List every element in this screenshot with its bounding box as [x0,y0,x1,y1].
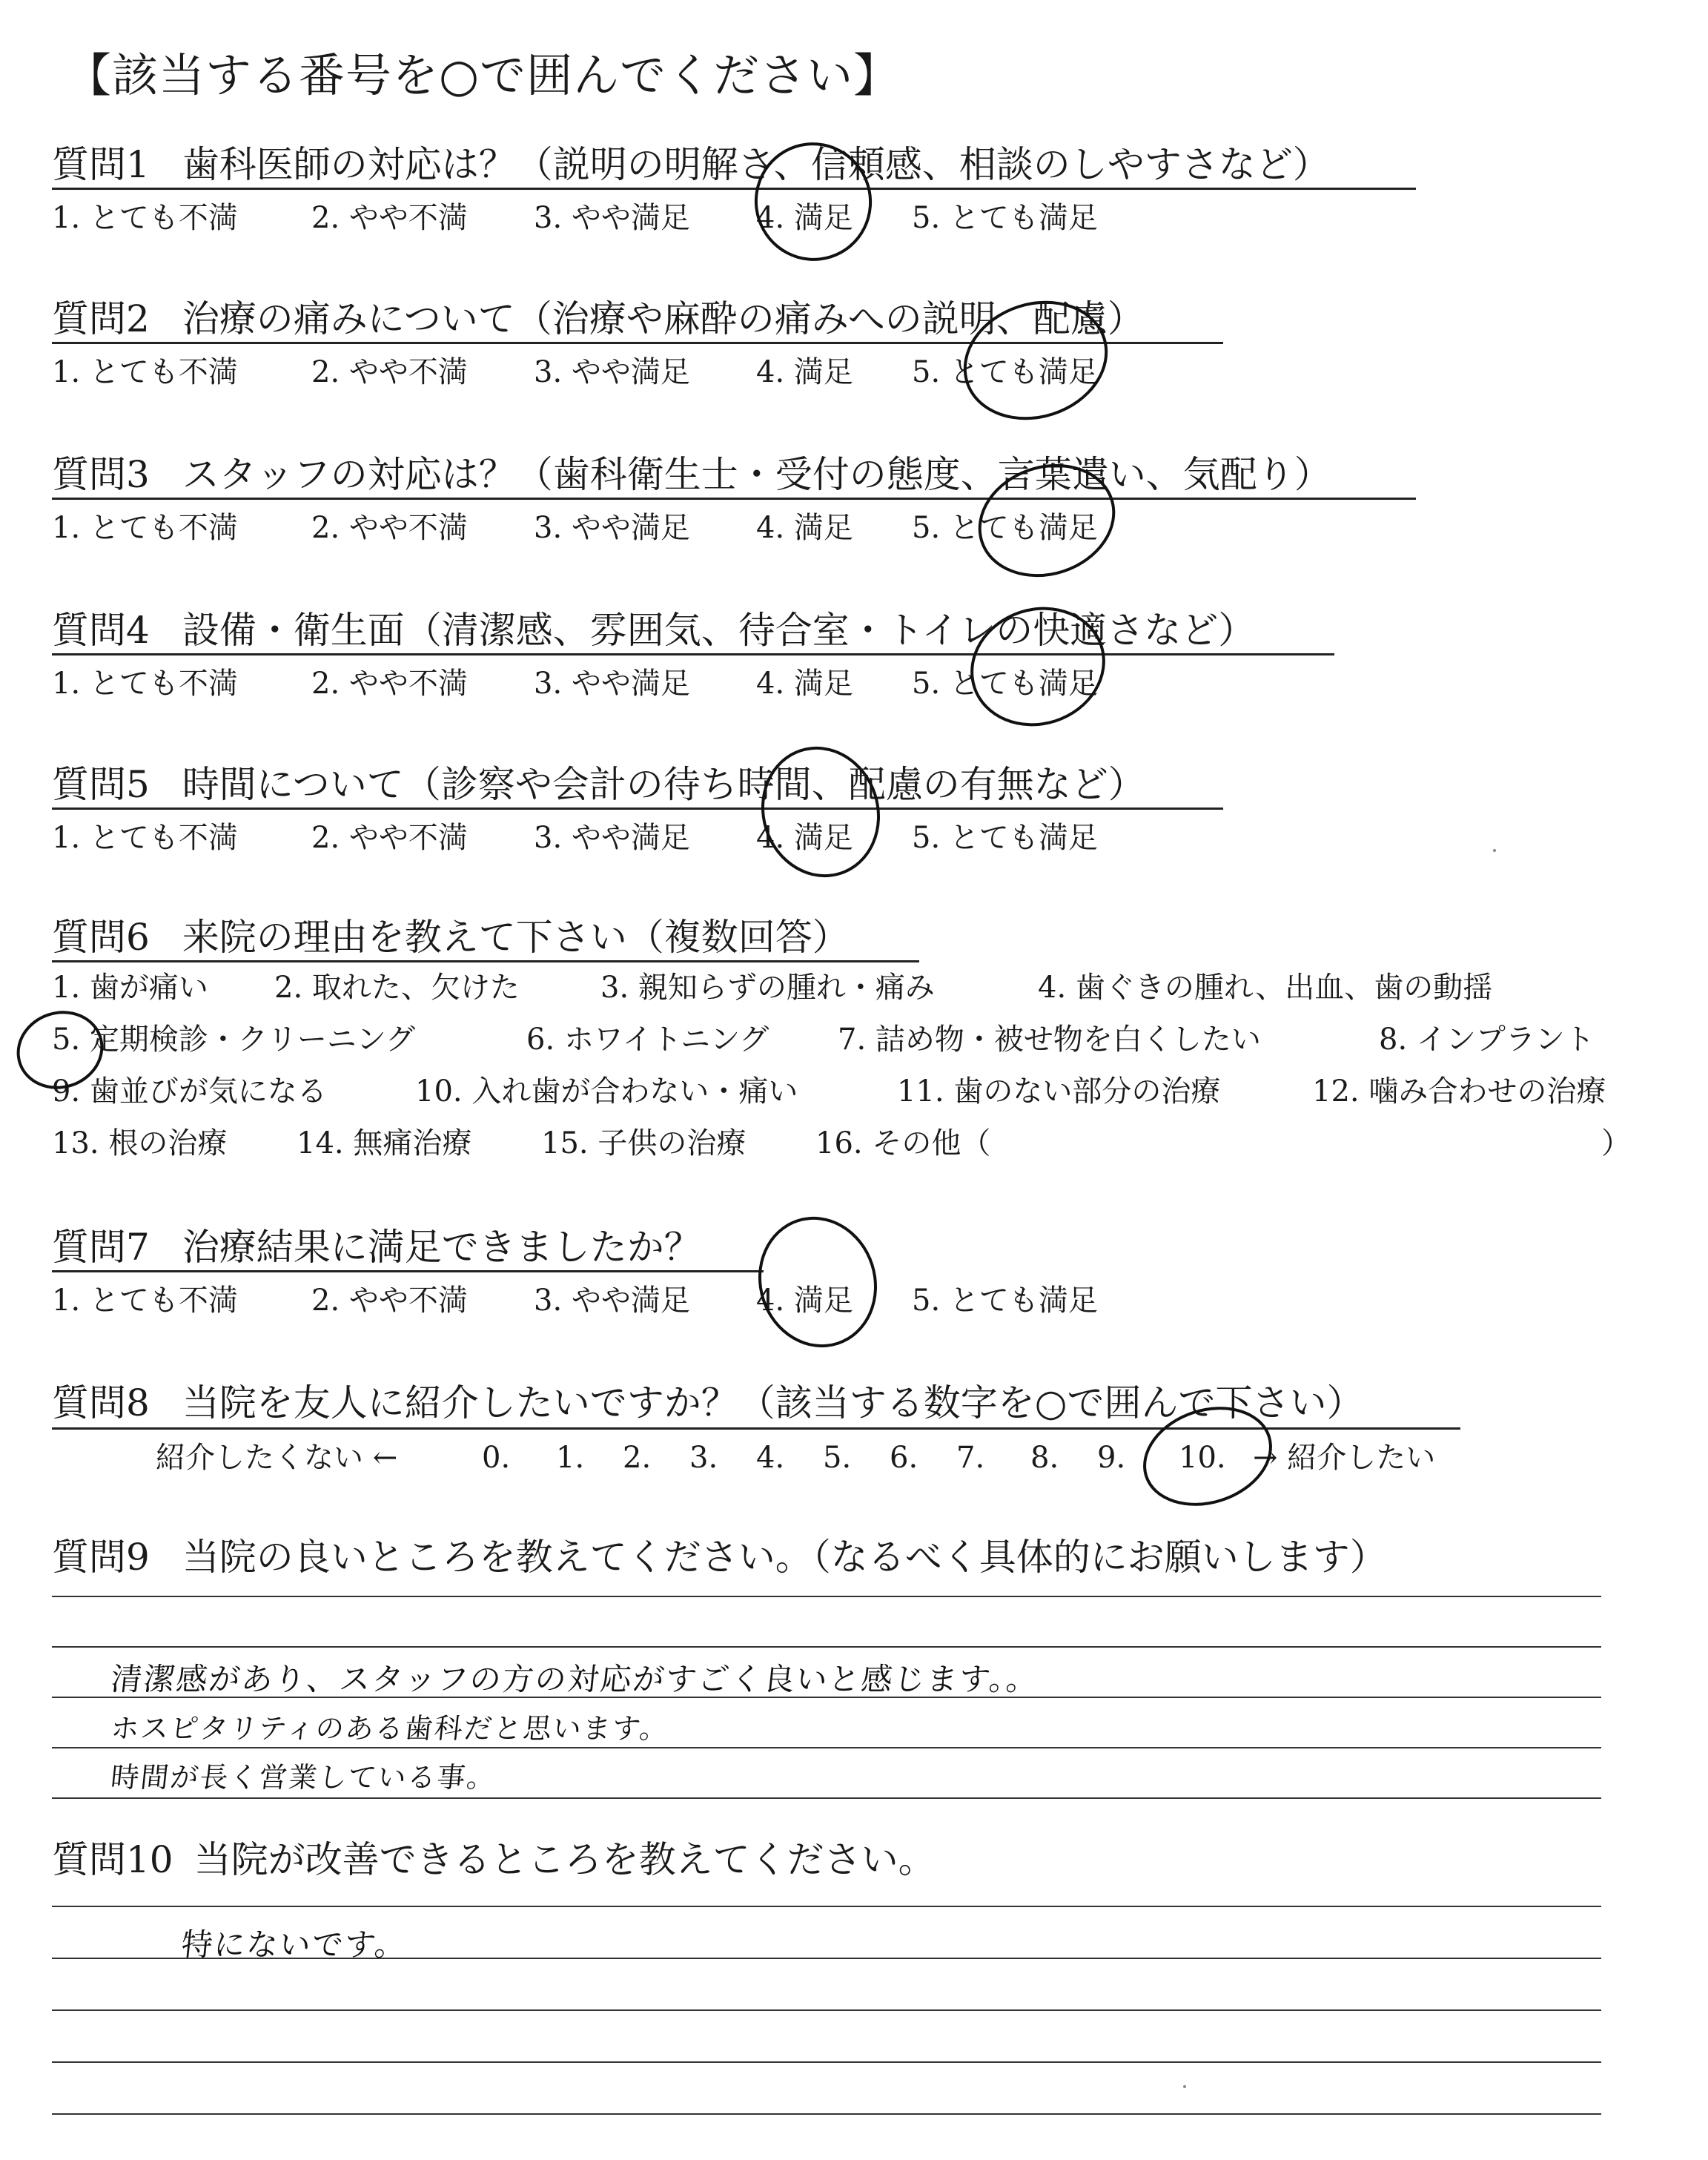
scale-option-10[interactable]: 10. [1179,1441,1226,1475]
option-2[interactable]: 2. やや不満 [311,1284,468,1318]
page-title: 【該当する番号を○で囲んでください】 [65,48,901,102]
option-2[interactable]: 2. やや不満 [311,821,468,855]
reason-option[interactable]: 13. 根の治療 [52,1126,228,1160]
question-text: 来院の理由を教えて下さい（複数回答） [182,916,850,959]
answer-line [52,1596,1601,1597]
scan-speck [1183,2085,1186,2088]
question-7-heading [52,1223,701,1271]
question-text: 当院を友人に紹介したいですか？（該当する数字を○で囲んで下さい） [182,1381,1364,1424]
question-number: 質問5 [52,763,150,806]
question-3-heading [52,451,1331,498]
option-5[interactable]: 5. とても満足 [912,511,1098,545]
option-4[interactable]: 4. 満足 [756,821,853,855]
option-2[interactable]: 2. やや不満 [311,667,468,701]
other-close-paren: ） [1601,1126,1631,1160]
question-text: 時間について（診察や会計の待ち時間、配慮の有無など） [182,763,1145,806]
option-1[interactable]: 1. とても不満 [52,667,238,701]
answer-line [52,1797,1601,1799]
question-text: 当院の良いところを教えてください。（なるべく具体的にお願いします） [182,1536,1387,1579]
question-underline [52,1270,764,1272]
question-1-options [52,199,1238,237]
scale-right-label: → 紹介したい [1253,1441,1436,1475]
question-number: 質問10 [52,1838,173,1881]
answer-line [52,1646,1601,1648]
handwritten-answer: 特にないです。 [179,1926,409,1963]
question-5-heading [52,761,1145,808]
option-5[interactable]: 5. とても満足 [912,355,1098,389]
handwritten-selection-circle [744,731,896,893]
scale-option-8[interactable]: 8. [1030,1441,1059,1475]
scale-option-2[interactable]: 2. [623,1441,652,1475]
option-1[interactable]: 1. とても不満 [52,1284,238,1318]
option-1[interactable]: 1. とても不満 [52,511,238,545]
option-1[interactable]: 1. とても不満 [52,355,238,389]
reason-option[interactable]: 12. 噛み合わせの治療 [1312,1074,1606,1109]
reason-option[interactable]: 6. ホワイトニング [526,1023,769,1057]
answer-line [52,2061,1601,2063]
question-number: 質問3 [52,453,150,496]
handwritten-answer: ホスピタリティのある歯科だと思います。 [109,1712,672,1745]
answer-line [52,1906,1601,1907]
question-text: 当院が改善できるところを教えてください。 [193,1838,936,1881]
question-number: 質問2 [52,297,150,340]
question-number: 質問8 [52,1381,150,1424]
option-3[interactable]: 3. やや満足 [534,355,690,389]
question-7-options [52,1281,1238,1320]
handwritten-answer: 清潔感があり、スタッフの方の対応がすごく良いと感じます。。 [109,1661,1041,1697]
handwritten-answer: 時間が長く営業している事。 [109,1761,498,1794]
question-6-heading [52,914,850,961]
reason-option[interactable]: 7. 詰め物・被せ物を白くしたい [838,1023,1261,1057]
question-text: 治療結果に満足できましたか？ [182,1226,701,1269]
question-underline [52,960,919,962]
question-number: 質問4 [52,609,150,652]
reason-option[interactable]: 8. インプラント [1379,1023,1595,1057]
option-3[interactable]: 3. やや満足 [534,201,690,235]
reason-option[interactable]: 4. 歯ぐきの腫れ、出血、歯の動揺 [1038,971,1493,1005]
scale-option-3[interactable]: 3. [689,1441,718,1475]
option-4[interactable]: 4. 満足 [756,511,853,545]
option-3[interactable]: 3. やや満足 [534,821,690,855]
option-5[interactable]: 5. とても満足 [912,201,1098,235]
option-5[interactable]: 5. とても満足 [912,1284,1098,1318]
question-number: 質問7 [52,1226,150,1269]
handwritten-selection-circle [741,1201,893,1363]
question-text: 設備・衛生面（清潔感、雰囲気、待合室・トイレの快適さなど） [182,609,1256,652]
option-3[interactable]: 3. やや満足 [534,511,690,545]
question-number: 質問9 [52,1536,150,1579]
option-5[interactable]: 5. とても満足 [912,821,1098,855]
option-5[interactable]: 5. とても満足 [912,667,1098,701]
recommend-scale [52,1439,1535,1477]
option-2[interactable]: 2. やや不満 [311,511,468,545]
option-3[interactable]: 3. やや満足 [534,667,690,701]
question-number: 質問1 [52,143,150,186]
question-underline [52,653,1334,655]
question-text: 治療の痛みについて（治療や麻酔の痛みへの説明、配慮） [182,297,1145,340]
reason-option[interactable]: 1. 歯が痛い [52,971,208,1005]
option-2[interactable]: 2. やや不満 [311,201,468,235]
question-8-heading [52,1379,1363,1427]
option-1[interactable]: 1. とても不満 [52,821,238,855]
scale-left-label: 紹介したくない ← [156,1441,398,1475]
scale-option-4[interactable]: 4. [756,1441,785,1475]
option-4[interactable]: 4. 満足 [756,667,853,701]
option-4[interactable]: 4. 満足 [756,201,853,235]
question-underline [52,498,1416,500]
question-text: 歯科医師の対応は？（説明の明解さ、信頼感、相談のしやすさなど） [182,143,1330,186]
answer-line [52,2009,1601,2011]
reason-option[interactable]: 5. 定期検診・クリーニング [52,1023,416,1057]
scale-option-7[interactable]: 7. [956,1441,985,1475]
scale-option-0[interactable]: 0. [482,1441,511,1475]
reason-row-2 [52,1020,1638,1059]
option-3[interactable]: 3. やや満足 [534,1284,690,1318]
option-1[interactable]: 1. とても不満 [52,201,238,235]
scan-speck [1493,849,1496,852]
reason-row-1 [52,968,1638,1007]
question-text: スタッフの対応は？（歯科衛生士・受付の態度、言葉遣い、気配り） [182,453,1331,496]
question-10-heading [52,1836,936,1883]
scale-option-6[interactable]: 6. [890,1441,918,1475]
answer-line [52,1747,1601,1748]
answer-line [52,2113,1601,2115]
reason-option[interactable]: 14. 無痛治療 [297,1126,472,1160]
reason-row-3 [52,1072,1653,1111]
reason-option[interactable]: 15. 子供の治療 [541,1126,747,1160]
scale-option-1[interactable]: 1. [556,1441,585,1475]
question-underline [52,188,1416,190]
scale-option-9[interactable]: 9. [1097,1441,1126,1475]
reason-option[interactable]: 9. 歯並びが気になる [52,1074,327,1109]
question-9-heading [52,1533,1387,1581]
question-number: 質問6 [52,916,150,959]
reason-row-4 [52,1124,1638,1163]
reason-option[interactable]: 11. 歯のない部分の治療 [897,1074,1221,1109]
option-2[interactable]: 2. やや不満 [311,355,468,389]
option-4[interactable]: 4. 満足 [756,355,853,389]
reason-option-other[interactable]: 16. その他（ [815,1126,991,1160]
reason-option[interactable]: 2. 取れた、欠けた [274,971,520,1005]
question-underline [52,807,1223,810]
reason-option[interactable]: 10. 入れ歯が合わない・痛い [415,1074,798,1109]
scale-option-5[interactable]: 5. [823,1441,852,1475]
option-4[interactable]: 4. 満足 [756,1284,853,1318]
question-1-heading [52,141,1330,188]
question-5-options [52,819,1238,857]
reason-option[interactable]: 3. 親知らずの腫れ・痛み [600,971,935,1005]
